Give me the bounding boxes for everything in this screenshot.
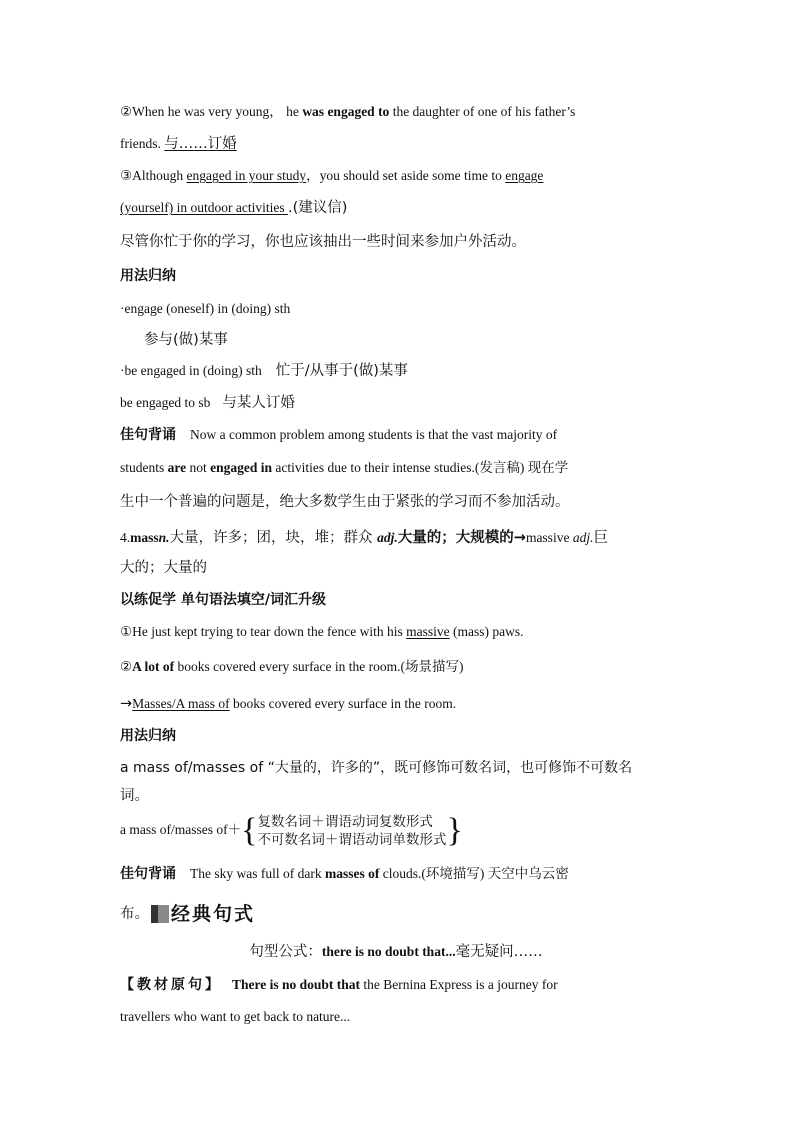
practice-ex-2-rest: books covered every surface in the room.(场景描写) bbox=[174, 659, 464, 674]
usage-2-formula bbox=[120, 810, 463, 850]
usage-1-item-3-en: be engaged to sb bbox=[120, 395, 211, 410]
original-bold: There is no doubt that bbox=[232, 977, 361, 992]
vocab-def-1: 大量，许多；团，块，堆；群众 bbox=[169, 530, 378, 546]
original-sentence-line-1 bbox=[120, 975, 672, 995]
vocab-number: 4. bbox=[120, 530, 131, 545]
section-header bbox=[120, 904, 255, 924]
example-3-translation: 尽管你忙于你的学习，你也应该抽出一些时间来参加户外活动。 bbox=[120, 234, 526, 250]
right-brace-icon: } bbox=[446, 811, 463, 849]
practice-ex-2-rewrite bbox=[120, 694, 456, 714]
usage-1-item-3-cn: 与某人订婚 bbox=[222, 395, 295, 411]
example-3-line-1 bbox=[120, 166, 672, 186]
vocab-def-3a: 巨 bbox=[593, 530, 608, 546]
quote-1-label: 佳句背诵 bbox=[120, 427, 176, 443]
example-3-tag: .(建议信) bbox=[287, 200, 348, 216]
section-title: 经典句式 bbox=[171, 903, 256, 925]
example-3-answer-2a: engage bbox=[505, 168, 544, 183]
usage-1-item-2-en: ·be engaged in (doing) sth bbox=[120, 363, 262, 378]
vocab-mass-line-1 bbox=[120, 528, 608, 548]
practice-ex-1-prefix: ①He just kept trying to tear down the fence with his bbox=[120, 624, 407, 639]
pattern-label: 句型公式： bbox=[249, 944, 322, 960]
example-3-answer-1: engaged in your study bbox=[186, 168, 307, 183]
quote-2-line-2 bbox=[120, 904, 255, 924]
quote-2-text-b: clouds.(环境描写) 天空中乌云密 bbox=[379, 866, 569, 881]
example-2-line-2 bbox=[120, 134, 237, 154]
vocab-pos-2: adj. bbox=[377, 530, 398, 545]
section-marker-icon bbox=[151, 905, 169, 923]
quote-1-line-1 bbox=[120, 425, 672, 445]
pattern-meaning: 毫无疑问…… bbox=[455, 944, 543, 960]
practice-heading: 以练促学 单句语法填空/词汇升级 bbox=[120, 592, 326, 608]
practice-ex-1 bbox=[120, 622, 524, 642]
formula-prefix: a mass of/masses of＋ bbox=[120, 822, 242, 837]
usage-2-line-1: a mass of/masses of “大量的，许多的”，既可修饰可数名词，也可修饰不可数名 bbox=[120, 760, 633, 776]
example-2-answer: 与……订婚 bbox=[164, 136, 237, 152]
quote-2-line-1 bbox=[120, 864, 672, 884]
vocab-def-2: 大量的；大规模的→ bbox=[397, 530, 526, 546]
example-3-middle: ，you should set aside some time to bbox=[306, 168, 506, 183]
original-label: 【教材原句】 bbox=[120, 977, 222, 993]
quote-1-text-2b: not bbox=[186, 460, 211, 475]
original-text-1: the Bernina Express is a journey for bbox=[360, 977, 558, 992]
example-3-answer-2b: (yourself) in outdoor activities bbox=[120, 200, 288, 215]
quote-2-text-a: The sky was full of dark bbox=[190, 866, 325, 881]
usage-2-line-2: 词。 bbox=[120, 788, 149, 804]
usage-heading-1: 用法归纳 bbox=[120, 268, 176, 284]
quote-2-bold: masses of bbox=[324, 866, 380, 881]
formula-options bbox=[257, 813, 446, 849]
example-2-continuation: friends. bbox=[120, 136, 165, 151]
vocab-word: mass bbox=[130, 530, 159, 545]
usage-1-item-1-cn: 参与(做)某事 bbox=[144, 332, 228, 348]
practice-ex-2-answer: Masses/A mass of bbox=[132, 696, 230, 711]
example-2-rest: the daughter of one of his father’s bbox=[389, 104, 576, 119]
usage-1-item-1-en: ·engage (oneself) in (doing) sth bbox=[120, 301, 291, 316]
pattern-line bbox=[120, 942, 672, 962]
vocab-pos-1: n. bbox=[158, 530, 170, 545]
left-brace-icon: { bbox=[241, 811, 258, 849]
quote-1-text-2a: students bbox=[120, 460, 168, 475]
original-sentence-line-2: travellers who want to get back to nature... bbox=[120, 1009, 351, 1024]
vocab-related-word: massive bbox=[525, 530, 573, 545]
quote-2-text-c: 布。 bbox=[120, 906, 149, 922]
formula-option-plural: 复数名词＋谓语动词复数形式 bbox=[257, 813, 433, 830]
practice-ex-2-bold: A lot of bbox=[132, 659, 175, 674]
quote-1-translation: 生中一个普遍的问题是，绝大多数学生由于紧张的学习而不参加活动。 bbox=[120, 494, 570, 510]
quote-1-bold-2: engaged in bbox=[210, 460, 273, 475]
quote-1-text-1: Now a common problem among students is that the vast majority of bbox=[190, 427, 558, 442]
vocab-pos-3: adj. bbox=[572, 530, 594, 545]
usage-1-item-2 bbox=[120, 361, 408, 381]
pattern-formula: there is no doubt that... bbox=[321, 944, 456, 959]
example-3-prefix: ③Although bbox=[120, 168, 187, 183]
practice-ex-1-answer: massive bbox=[406, 624, 450, 639]
usage-1-item-3 bbox=[120, 393, 295, 413]
usage-heading-2: 用法归纳 bbox=[120, 728, 176, 744]
quote-1-line-2 bbox=[120, 458, 568, 478]
quote-2-label: 佳句背诵 bbox=[120, 866, 176, 882]
formula-option-uncountable: 不可数名词＋谓语动词单数形式 bbox=[257, 831, 447, 848]
example-2-bold-phrase: was engaged to bbox=[302, 104, 390, 119]
vocab-mass-line-2: 大的；大量的 bbox=[120, 560, 207, 576]
practice-ex-1-rest: (mass) paws. bbox=[449, 624, 524, 639]
quote-1-bold-1: are bbox=[167, 460, 187, 475]
practice-ex-2-prefix: ② bbox=[120, 659, 133, 674]
arrow-icon: → bbox=[120, 696, 133, 712]
practice-ex-2-rewrite-rest: books covered every surface in the room. bbox=[229, 696, 457, 711]
quote-1-text-2c: activities due to their intense studies.(发言稿) 现在学 bbox=[272, 460, 569, 475]
usage-1-item-2-cn: 忙于/从事于(做)某事 bbox=[275, 363, 408, 379]
example-2-prefix: ②When he was very young， he bbox=[120, 104, 303, 119]
example-3-line-2 bbox=[120, 198, 347, 218]
practice-ex-2 bbox=[120, 657, 464, 677]
example-2-line-1 bbox=[120, 102, 672, 122]
